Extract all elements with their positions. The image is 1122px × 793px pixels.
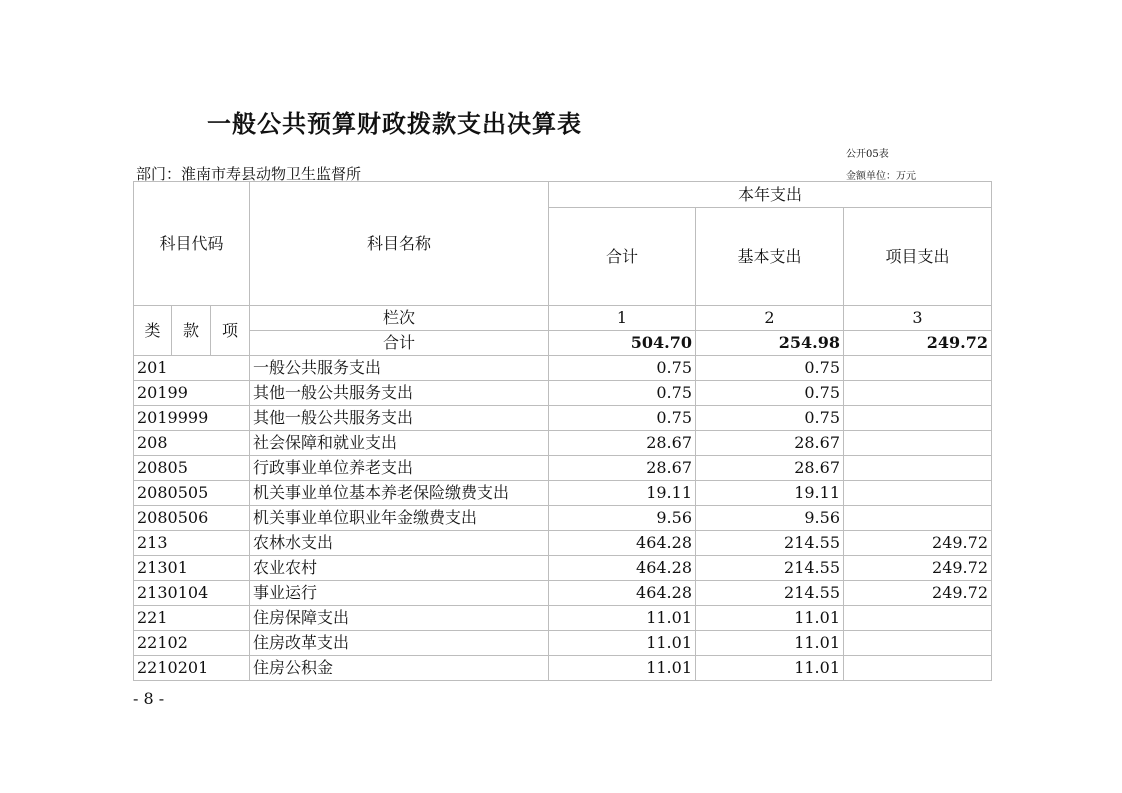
project-cell (844, 431, 992, 456)
total-cell: 28.67 (549, 456, 696, 481)
subject-code-cell: 2210201 (134, 656, 250, 681)
table-row (134, 356, 992, 381)
table-row (134, 606, 992, 631)
basic-cell: 19.11 (696, 481, 844, 506)
project-cell (844, 656, 992, 681)
total-cell: 0.75 (549, 381, 696, 406)
subject-name-cell: 农林水支出 (250, 531, 549, 556)
subject-name-cell: 住房保障支出 (250, 606, 549, 631)
total-cell: 0.75 (549, 356, 696, 381)
total-cell: 464.28 (549, 556, 696, 581)
subject-name-cell: 事业运行 (250, 581, 549, 606)
subject-name-cell: 一般公共服务支出 (250, 356, 549, 381)
section-header: 款 (172, 306, 211, 356)
subject-name-cell: 其他一般公共服务支出 (250, 406, 549, 431)
subject-name-cell: 机关事业单位基本养老保险缴费支出 (250, 481, 549, 506)
table-row (134, 531, 992, 556)
basic-cell: 28.67 (696, 431, 844, 456)
table-row (134, 431, 992, 456)
subject-name-cell: 住房改革支出 (250, 631, 549, 656)
total-header: 合计 (549, 208, 696, 306)
subject-name-cell: 其他一般公共服务支出 (250, 381, 549, 406)
column-2-index: 2 (696, 306, 844, 331)
total-cell: 9.56 (549, 506, 696, 531)
project-cell (844, 381, 992, 406)
class-header: 类 (134, 306, 172, 356)
subject-code-cell: 22102 (134, 631, 250, 656)
subject-name-cell: 住房公积金 (250, 656, 549, 681)
subject-code-cell: 2019999 (134, 406, 250, 431)
total-cell: 11.01 (549, 656, 696, 681)
subject-code-cell: 221 (134, 606, 250, 631)
table-row (134, 556, 992, 581)
page-title: 一般公共预算财政拨款支出决算表 (207, 110, 582, 138)
table-row (134, 456, 992, 481)
project-header: 项目支出 (844, 208, 992, 306)
project-cell (844, 631, 992, 656)
sum-total: 504.70 (549, 331, 696, 356)
project-cell (844, 406, 992, 431)
basic-cell: 214.55 (696, 531, 844, 556)
column-3-index: 3 (844, 306, 992, 331)
table-row (134, 506, 992, 531)
amount-unit-label: 金额单位：万元 (846, 171, 916, 182)
basic-cell: 11.01 (696, 606, 844, 631)
basic-cell: 0.75 (696, 356, 844, 381)
table-row (134, 656, 992, 681)
total-cell: 0.75 (549, 406, 696, 431)
subject-code-cell: 208 (134, 431, 250, 456)
total-cell: 464.28 (549, 581, 696, 606)
basic-header: 基本支出 (696, 208, 844, 306)
subject-name-cell: 行政事业单位养老支出 (250, 456, 549, 481)
basic-cell: 214.55 (696, 556, 844, 581)
subject-code-cell: 213 (134, 531, 250, 556)
total-cell: 11.01 (549, 606, 696, 631)
sum-project: 249.72 (844, 331, 992, 356)
total-cell: 19.11 (549, 481, 696, 506)
subject-code-cell: 2080506 (134, 506, 250, 531)
project-cell: 249.72 (844, 556, 992, 581)
subject-code-cell: 201 (134, 356, 250, 381)
project-cell (844, 606, 992, 631)
subject-code-cell: 2130104 (134, 581, 250, 606)
column-no-header: 栏次 (250, 306, 549, 331)
project-cell (844, 356, 992, 381)
subject-code-cell: 20199 (134, 381, 250, 406)
sum-label: 合计 (250, 331, 549, 356)
subject-name-cell: 农业农村 (250, 556, 549, 581)
subject-code-cell: 20805 (134, 456, 250, 481)
project-cell (844, 506, 992, 531)
column-1-index: 1 (549, 306, 696, 331)
subject-name-cell: 机关事业单位职业年金缴费支出 (250, 506, 549, 531)
department-label: 部门：淮南市寿县动物卫生监督所 (136, 165, 362, 183)
sum-basic: 254.98 (696, 331, 844, 356)
subject-code-cell: 21301 (134, 556, 250, 581)
total-cell: 11.01 (549, 631, 696, 656)
budget-table (133, 181, 992, 681)
subject-code-header: 科目代码 (134, 182, 250, 306)
basic-cell: 214.55 (696, 581, 844, 606)
table-row (134, 406, 992, 431)
table-row (134, 481, 992, 506)
subject-code-cell: 2080505 (134, 481, 250, 506)
page-number: - 8 - (133, 689, 165, 708)
item-header: 项 (211, 306, 250, 356)
table-row (134, 381, 992, 406)
form-number: 公开05表 (846, 149, 889, 160)
project-cell: 249.72 (844, 581, 992, 606)
current-year-header: 本年支出 (549, 182, 992, 208)
basic-cell: 28.67 (696, 456, 844, 481)
basic-cell: 0.75 (696, 406, 844, 431)
project-cell (844, 456, 992, 481)
basic-cell: 9.56 (696, 506, 844, 531)
subject-name-cell: 社会保障和就业支出 (250, 431, 549, 456)
basic-cell: 11.01 (696, 656, 844, 681)
project-cell (844, 481, 992, 506)
basic-cell: 0.75 (696, 381, 844, 406)
subject-name-header: 科目名称 (250, 182, 549, 306)
total-cell: 464.28 (549, 531, 696, 556)
basic-cell: 11.01 (696, 631, 844, 656)
table-row (134, 631, 992, 656)
project-cell: 249.72 (844, 531, 992, 556)
total-cell: 28.67 (549, 431, 696, 456)
table-row (134, 581, 992, 606)
